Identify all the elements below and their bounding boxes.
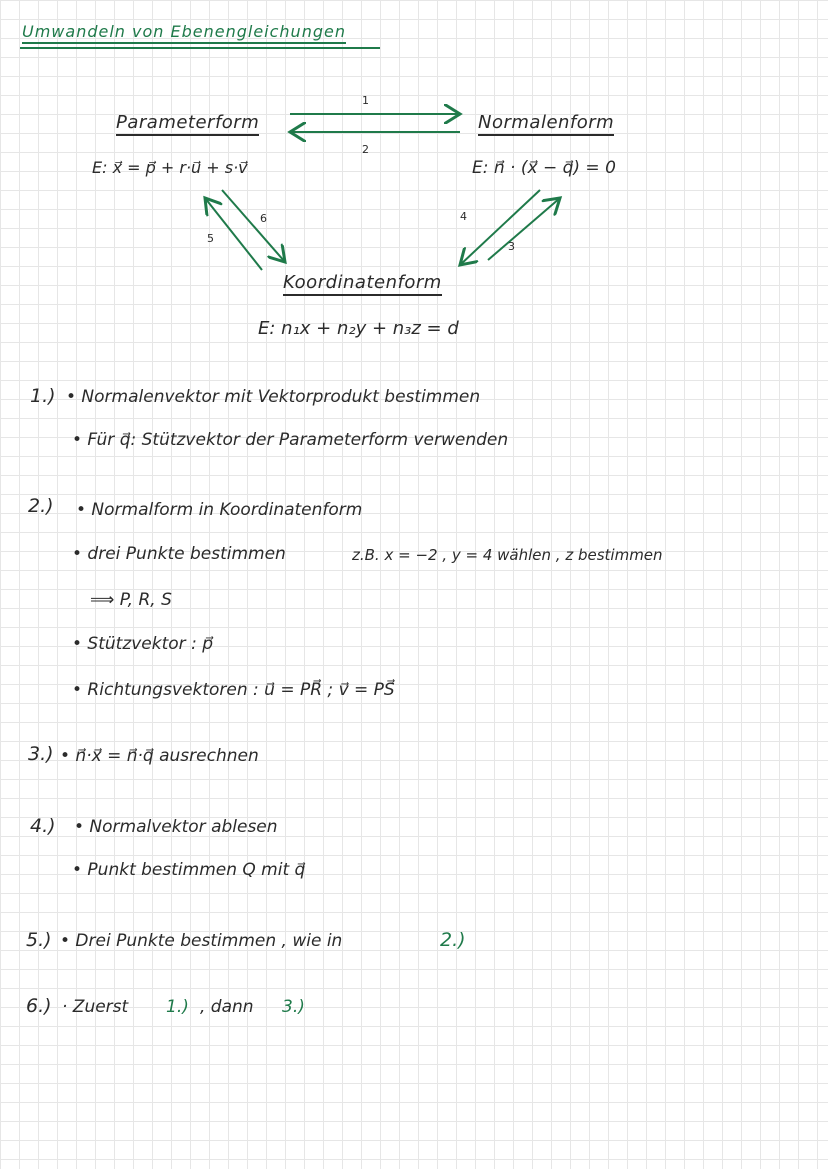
step-6-ref-2: 3.) — [282, 997, 305, 1017]
arrow-label-3: 3 — [508, 240, 515, 253]
step-number-6: 6.) — [26, 995, 52, 1017]
step-number-2: 2.) — [28, 495, 54, 517]
koordinatenform-label-text: Koordinatenform — [283, 272, 442, 296]
normalenform-label-text: Normalenform — [478, 112, 614, 136]
arrow-label-6: 6 — [260, 212, 267, 225]
arrow-label-1: 1 — [362, 94, 369, 107]
step-1-line-1: • Normalenvektor mit Vektorprodukt bestimmen — [66, 387, 481, 407]
step-2-line-6: • Richtungsvektoren : u⃗ = PR⃗ ; v⃗ = PS⃗ — [72, 680, 395, 700]
step-number-5: 5.) — [26, 929, 52, 951]
step-3-line-1: • n⃗·x⃗ = n⃗·q⃗ ausrechnen — [60, 746, 259, 766]
step-number-3: 3.) — [28, 743, 54, 765]
arrow-label-2: 2 — [362, 143, 369, 156]
page-title-text: Umwandeln von Ebenengleichungen — [22, 22, 346, 44]
koordinatenform-equation: E: n₁x + n₂y + n₃z = d — [258, 318, 459, 339]
arrow-label-4: 4 — [460, 210, 467, 223]
step-5-ref: 2.) — [440, 929, 466, 951]
step-number-4: 4.) — [30, 815, 56, 837]
normalenform-label — [478, 112, 614, 133]
step-2-line-3: z.B. x = −2 , y = 4 wählen , z bestimmen — [352, 546, 663, 564]
step-6-line-1: · Zuerst — [62, 997, 129, 1017]
step-2-line-5: • Stützvektor : p⃗ — [72, 634, 213, 654]
step-5-line-1: • Drei Punkte bestimmen , wie in — [60, 931, 343, 951]
step-number-1: 1.) — [30, 385, 56, 407]
step-6-ref-1: 1.) — [166, 997, 189, 1017]
step-4-line-2: • Punkt bestimmen Q mit q⃗ — [72, 860, 306, 880]
step-6-mid: , dann — [200, 997, 254, 1017]
step-2-line-4: ⟹ P, R, S — [90, 590, 172, 610]
arrow-4 — [460, 190, 540, 265]
step-4-line-1: • Normalvektor ablesen — [74, 817, 278, 837]
step-2-line-1: • Normalform in Koordinatenform — [76, 500, 363, 520]
parameterform-label — [116, 112, 259, 133]
parameterform-equation: E: x⃗ = p⃗ + r·u⃗ + s·v⃗ — [92, 158, 248, 177]
step-1-line-2: • Für q⃗: Stützvektor der Parameterform verwenden — [72, 430, 509, 450]
parameterform-label-text: Parameterform — [116, 112, 259, 136]
arrow-label-5: 5 — [207, 232, 214, 245]
koordinatenform-label — [283, 272, 442, 293]
step-2-line-2: • drei Punkte bestimmen — [72, 544, 286, 564]
normalenform-equation: E: n⃗ · (x⃗ − q⃗) = 0 — [472, 158, 616, 178]
arrow-6 — [222, 190, 285, 262]
